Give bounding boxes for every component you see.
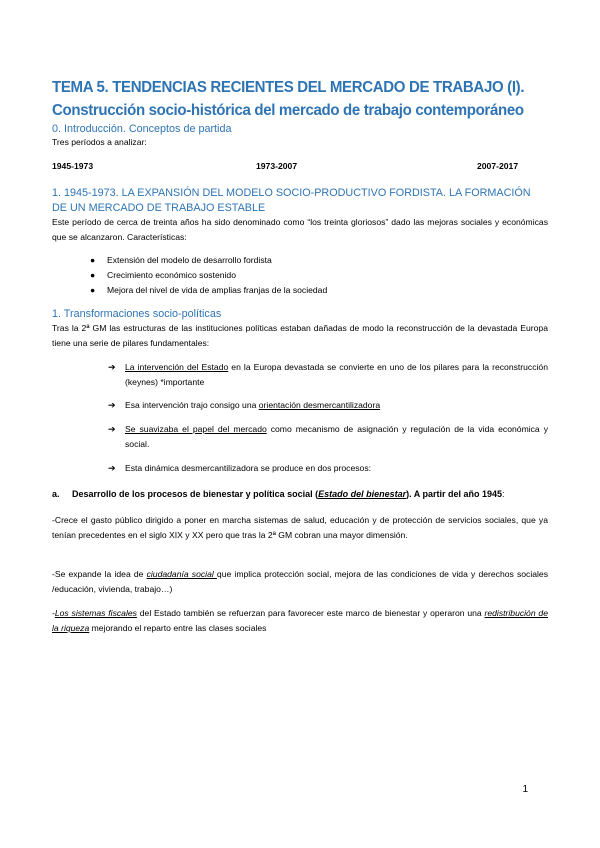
subsection1-text: Tras la 2ª GM las estructuras de las instituciones políticas estaban dañadas de modo la reconstrucción de la devastada Europa tiene una serie de pilares fundamentales: — [52, 323, 548, 348]
subsection-a-heading: a. Desarrollo de los procesos de bienestar y política social (Estado del bienestar). A partir del año 1945: — [52, 489, 505, 499]
period-1: 1945-1973 — [52, 161, 94, 171]
subsection1-heading: 1. Transformaciones socio-políticas — [52, 308, 222, 320]
bullet-icon: ● — [90, 269, 96, 280]
paragraph-a3: -Los sistemas fiscales del Estado también se refuerzan para favorecer este marco de bienestar y operaron una redistribución de la riqueza mejorando el reparto entre las clases sociales — [52, 608, 548, 633]
arrow-right-icon: ➔ — [108, 362, 116, 372]
paragraph-a1: -Crece el gasto público dirigido a poner en marcha sistemas de salud, educación y de protección de servicios sociales, que ya tenían precedentes en el siglo XIX y XX pero que tras la 2ª GM cobran una mayor dimensión. — [52, 515, 548, 540]
period-3: 2007-2017 — [477, 161, 519, 171]
intro-text: Tres períodos a analizar: — [52, 137, 147, 147]
document-title: TEMA 5. TENDENCIAS RECIENTES DEL MERCADO DE TRABAJO (I). Construcción socio-histórica del mercado de trabajo contemporáneo — [52, 79, 525, 119]
arrow-item-1: ➔ La intervención del Estado en la Europa devastada se convierte en uno de los pilares para la reconstrucción (keynes) *importante — [108, 362, 548, 387]
list-item: ● Crecimiento económico sostenido — [90, 268, 327, 283]
characteristics-list — [90, 253, 327, 297]
arrow-item-3: ➔ Se suavizaba el papel del mercado como mecanismo de asignación y regulación de la vida económica y social. — [108, 424, 548, 449]
arrow-item-4: ➔ Esta dinámica desmercantilizadora se produce en dos procesos: — [108, 461, 548, 476]
list-item: ● Extensión del modelo de desarrollo fordista — [90, 253, 327, 268]
arrow-item-2: ➔ Esa intervención trajo consigo una orientación desmercantilizadora — [108, 398, 548, 413]
intro-heading: 0. Introducción. Conceptos de partida — [52, 123, 232, 135]
page-number: 1 — [522, 784, 528, 795]
arrow-right-icon: ➔ — [108, 400, 116, 410]
arrow-right-icon: ➔ — [108, 463, 116, 473]
arrow-right-icon: ➔ — [108, 424, 116, 434]
period-2: 1973-2007 — [256, 161, 298, 171]
section1-text: Este período de cerca de treinta años ha sido denominado como “los treinta gloriosos” dado las mejoras sociales y económicas que se alcanzaron. Características: — [52, 217, 548, 242]
bullet-icon: ● — [90, 255, 96, 265]
section1-heading: 1. 1945-1973. LA EXPANSIÓN DEL MODELO SOCIO-PRODUCTIVO FORDISTA. LA FORMACIÓN DE UN MERCADO DE TRABAJO ESTABLE — [52, 187, 531, 214]
bullet-icon: ● — [90, 284, 96, 295]
paragraph-a2: -Se expande la idea de ciudadanía social que implica protección social, mejora de las condiciones de vida y derechos sociales /educación, vivienda, trabajo…) — [52, 569, 549, 594]
list-item: ● Mejora del nivel de vida de amplias franjas de la sociedad — [90, 283, 327, 298]
